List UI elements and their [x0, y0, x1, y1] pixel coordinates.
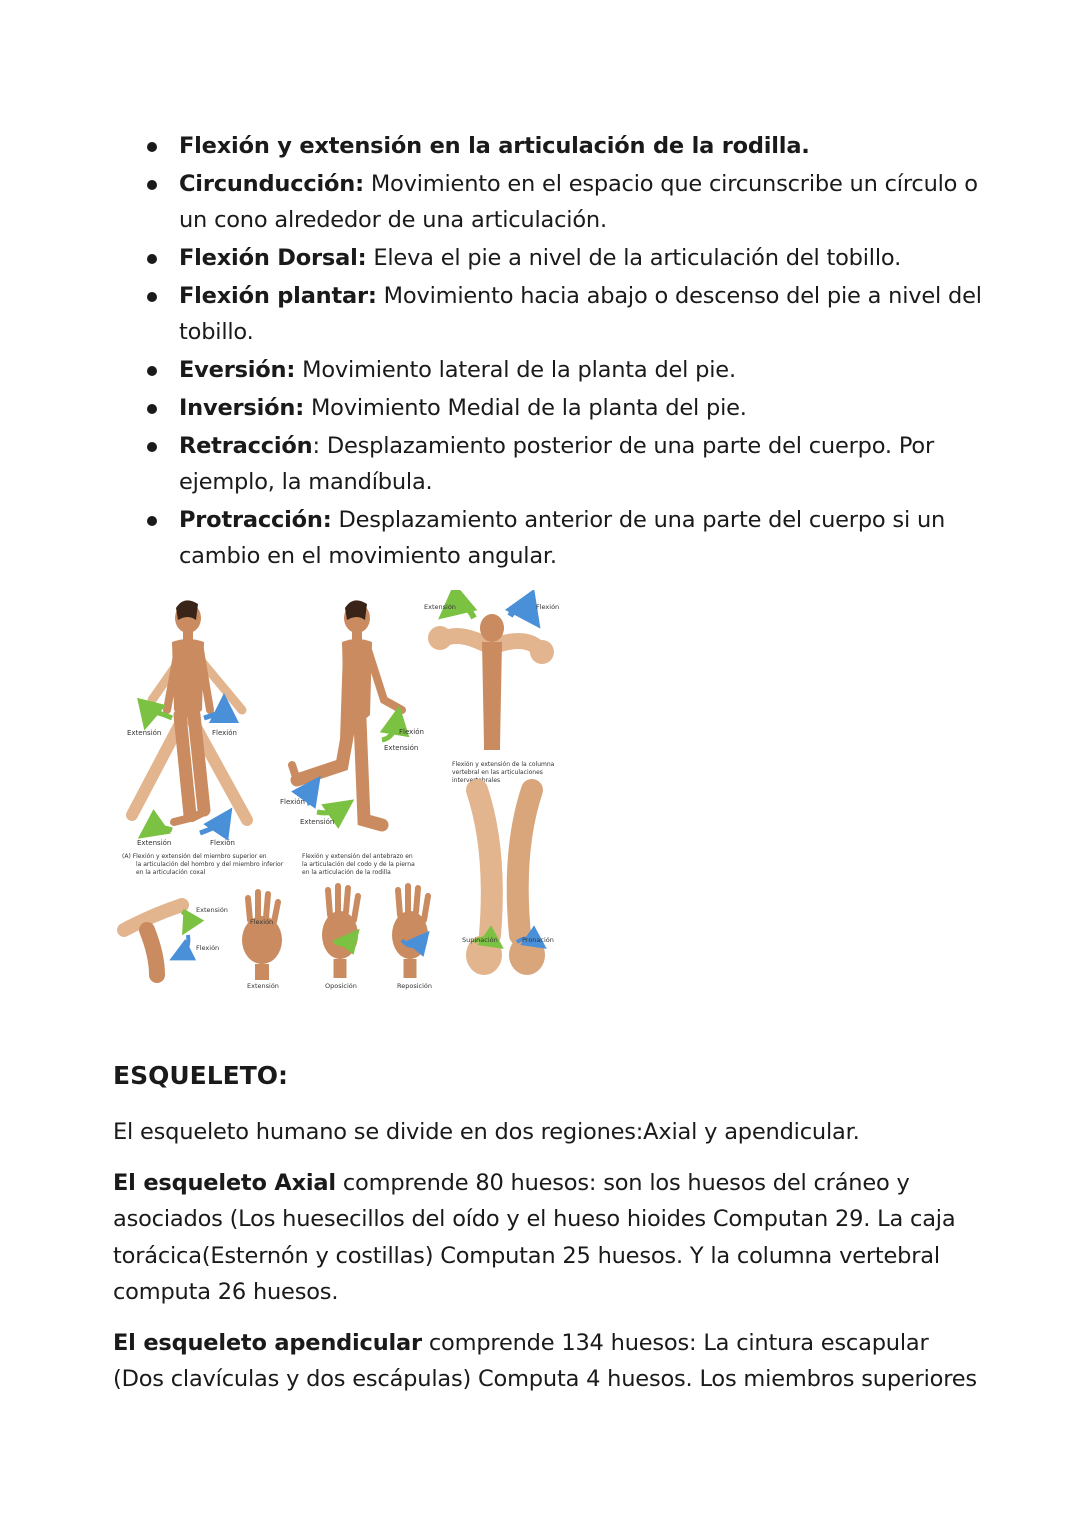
list-item-text: Movimiento en el espacio que circunscribe un círculo o un cono alrededor de una articulación. — [179, 171, 978, 233]
list-item — [140, 390, 990, 426]
list-item — [140, 128, 990, 164]
label-flexion-1: Flexión — [212, 729, 237, 737]
forearm-figure — [466, 790, 545, 975]
list-item — [140, 240, 990, 276]
caption-c-line2: vertebral en las articulaciones — [452, 769, 543, 776]
label-flexion-4: Flexión — [280, 798, 305, 806]
list-item-term: Protracción: — [179, 507, 332, 533]
thumb-figure — [322, 886, 428, 978]
label-opposition: Oposición — [325, 982, 357, 990]
list-item — [140, 166, 990, 238]
list-item-term: Eversión: — [179, 357, 296, 383]
label-extension-1: Extensión — [127, 729, 162, 737]
label-extension-5: Extensión — [424, 603, 456, 611]
list-item-text: Movimiento lateral de la planta del pie. — [295, 357, 736, 383]
label-reposition: Reposición — [397, 982, 432, 990]
wrist-figure — [124, 905, 189, 975]
label-supination: Supinación — [462, 936, 498, 944]
list-item — [140, 502, 990, 574]
label-flexion-6: Flexión — [196, 944, 220, 952]
label-extension-6: Extensión — [196, 906, 228, 914]
label-extension-3: Extensión — [384, 744, 419, 752]
caption-b-line1: Flexión y extensión del antebrazo en — [302, 853, 413, 860]
label-extension-4: Extensión — [300, 818, 335, 826]
list-item-text: Eleva el pie a nivel de la articulación del tobillo. — [366, 245, 902, 271]
list-item-text: Movimiento Medial de la planta del pie. — [304, 395, 747, 421]
list-item-text: Desplazamiento anterior de una parte del cuerpo si un cambio en el movimiento angular. — [179, 507, 946, 569]
list-item-term: Inversión: — [179, 395, 304, 421]
standing-figure — [292, 600, 402, 825]
list-item — [140, 428, 990, 500]
caption-b-line3: en la articulación de la rodilla — [302, 869, 391, 876]
skeleton-section — [113, 1056, 983, 1412]
caption-a-line1: (A) Flexión y extensión del miembro superior en — [122, 853, 267, 860]
anatomy-illustration — [112, 590, 572, 1000]
paragraph-axial-text: comprende 80 huesos: son los huesos del cráneo y asociados (Los huesecillos del oído y el hueso hioides Computan 29. La caja torácica(Esternón y costillas) Computan 25 huesos. Y la columna vertebral computa 26 huesos. — [113, 1169, 956, 1305]
spine-figure — [428, 605, 554, 750]
caption-c-line3: intervertebrales — [452, 777, 501, 784]
label-pronation: Pronación — [522, 936, 554, 944]
caption-b-line2: la articulación del codo y de la pierna — [302, 861, 415, 868]
caption-a-line2: la articulación del hombro y del miembro inferior — [136, 861, 284, 868]
list-item — [140, 352, 990, 388]
paragraph-axial-term: El esqueleto Axial — [113, 1169, 336, 1196]
list-item-text: : Desplazamiento posterior de una parte del cuerpo. Por ejemplo, la mandíbula. — [179, 433, 935, 495]
label-flexion-2: Flexión — [210, 839, 235, 847]
list-item-term: Retracción — [179, 433, 313, 459]
paragraph-intro: El esqueleto humano se divide en dos regiones:Axial y apendicular. — [113, 1119, 860, 1145]
list-item-term: Flexión plantar: — [179, 283, 377, 309]
list-item — [140, 278, 990, 350]
section-heading: ESQUELETO: — [113, 1061, 289, 1090]
label-flexion-7: Flexión — [250, 918, 274, 926]
label-extension-7: Extensión — [247, 982, 279, 990]
paragraph-appendicular — [113, 1325, 983, 1398]
walking-figure — [132, 600, 247, 833]
paragraph-axial — [113, 1165, 983, 1311]
list-item-term: Circunducción: — [179, 171, 364, 197]
list-item-term: Flexión y extensión en la articulación de la rodilla. — [179, 133, 810, 159]
anatomy-movements-figure — [112, 590, 572, 1000]
fingers-figure — [242, 892, 282, 980]
label-flexion-5: Flexión — [536, 603, 560, 611]
caption-c-line1: Flexión y extensión de la columna — [452, 761, 555, 768]
label-extension-2: Extensión — [137, 839, 172, 847]
label-flexion-3: Flexión — [399, 728, 424, 736]
list-item-text: Movimiento hacia abajo o descenso del pie a nivel del tobillo. — [179, 283, 982, 345]
paragraph-appendicular-text: comprende 134 huesos: La cintura escapular (Dos clavículas y dos escápulas) Computa 4 huesos. Los miembros superiores — [113, 1329, 977, 1392]
paragraph-appendicular-term: El esqueleto apendicular — [113, 1329, 422, 1356]
caption-a-line3: en la articulación coxal — [136, 869, 206, 876]
movement-list — [140, 128, 990, 576]
list-item-term: Flexión Dorsal: — [179, 245, 367, 271]
